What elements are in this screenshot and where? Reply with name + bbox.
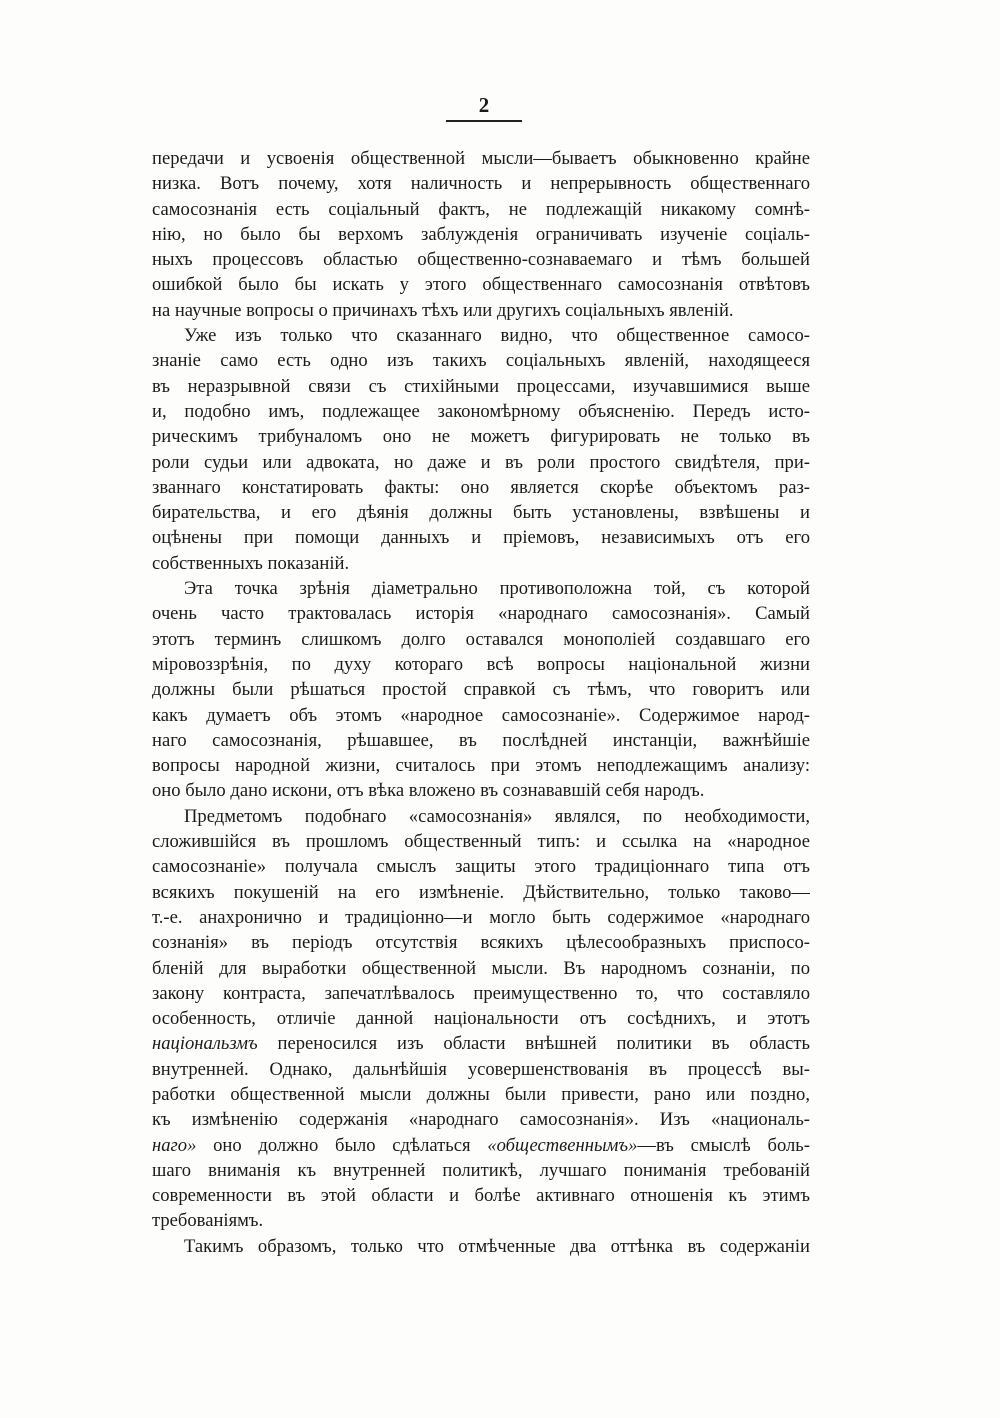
page-header <box>446 92 522 122</box>
text-line: работки общественной мысли должны были привести, рано или поздно, <box>152 1083 810 1105</box>
body-text <box>152 146 810 1259</box>
text-line <box>152 1031 810 1056</box>
text-line: т.-е. анахронично и традиціонно—и могло быть содержимое «народнаго <box>152 906 810 928</box>
text-line: современности въ этой области и болѣе активнаго отношенія къ этимъ <box>152 1185 810 1207</box>
text-line: какъ думаетъ объ этомъ «народное самосознаніе». Содержимое народ- <box>152 704 810 726</box>
text-line: закону контраста, запечатлѣвалось преимущественно то, что составляло <box>152 982 810 1004</box>
text-line: самосознанія есть соціальный фактъ, не подлежащій никакому сомнѣ- <box>152 198 810 220</box>
text-line: Такимъ образомъ, только что отмѣченные два оттѣнка въ содержаніи <box>184 1235 810 1257</box>
page-number: 2 <box>478 93 490 117</box>
text-line: этотъ терминъ слишкомъ долго оставался монополіей создавшаго его <box>152 628 810 650</box>
text-line: самосознаніе» получала смыслъ защиты этого традиціоннаго типа отъ <box>152 856 810 878</box>
text-line: Предметомъ подобнаго «самосознанія» являлся, по необходимости, <box>184 805 810 827</box>
text-line: наго самосознанія, рѣшавшее, въ послѣдней инстанціи, важнѣйшіе <box>152 729 810 751</box>
text-line: внутренней. Однако, дальнѣйшія усовершенствованія въ процессѣ вы- <box>152 1058 810 1080</box>
page-number-rule <box>446 120 522 122</box>
text-line: Уже изъ только что сказаннаго видно, что общественное самосо- <box>184 325 810 347</box>
text-line: шаго вниманія къ внутренней политикѣ, лучшаго пониманія требованій <box>152 1159 810 1181</box>
text-line: оцѣнены при помощи данныхъ и пріемовъ, независимыхъ отъ его <box>152 527 810 549</box>
italic-term: наго» <box>152 1134 197 1156</box>
text-line: міровоззрѣнія, по духу котораго всѣ вопросы національной жизни <box>152 653 810 675</box>
text-line: рическимъ трибуналомъ оно не можетъ фигурировать не только въ <box>152 426 810 448</box>
text-line: на научные вопросы о причинахъ тѣхъ или другихъ соціальныхъ явленій. <box>152 299 734 321</box>
text-line: ныхъ процессовъ областью общественно-сознаваемаго и тѣмъ большей <box>152 249 810 271</box>
text-line: очень часто трактовалась исторія «народнаго самосознанія». Самый <box>152 603 810 625</box>
text-fragment: переносился изъ области внѣшней политики въ область <box>257 1033 810 1055</box>
text-line: знаніе само есть одно изъ такихъ соціальныхъ явленій, находящееся <box>152 350 810 372</box>
text-line: передачи и усвоенія общественной мысли—бываетъ обыкновенно крайне <box>152 148 810 169</box>
text-line: низка. Вотъ почему, хотя наличность и непрерывность общественнаго <box>152 173 810 195</box>
text-line: бирательства, и его дѣянія должны быть установлены, взвѣшены и <box>152 502 810 524</box>
text-line <box>152 1133 810 1158</box>
text-line: въ неразрывной связи съ стихійными процессами, изучавшимися выше <box>152 375 810 397</box>
text-line: и, подобно имъ, подлежащее закономѣрному объясненію. Передъ исто- <box>152 400 810 422</box>
text-line: къ измѣненію содержанія «народнаго самосознанія». Изъ «националь- <box>152 1109 810 1131</box>
italic-term: «общественнымъ» <box>487 1134 638 1156</box>
text-line: должны были рѣшаться простой справкой съ тѣмъ, что говоритъ или <box>152 679 810 701</box>
text-line: особенность, отличіе данной національности отъ сосѣднихъ, и этотъ <box>152 1008 810 1030</box>
italic-term: національзмъ <box>152 1033 258 1055</box>
text-line: сложившійся въ прошломъ общественный типъ: и ссылка на «народное <box>152 831 810 853</box>
text-fragment: оно должно было сдѣлаться <box>196 1134 488 1156</box>
text-line: всякихъ покушеній на его измѣненіе. Дѣйствительно, только таково— <box>152 881 810 903</box>
text-line: вопросы народной жизни, считалось при этомъ неподлежащимъ анализу: <box>152 755 810 777</box>
text-line: оно было дано искони, отъ вѣка вложено въ сознававшій себя народъ. <box>152 780 705 802</box>
text-line: роли судьи или адвоката, но даже и въ роли простого свидѣтеля, при- <box>152 451 810 473</box>
text-line: сознанія» въ періодъ отсутствія всякихъ цѣлесообразныхъ приспосо- <box>152 932 810 954</box>
text-line: нію, но было бы верхомъ заблужденія ограничивать изученіе соціаль- <box>152 223 810 245</box>
text-line: Эта точка зрѣнія діаметрально противоположна той, съ которой <box>184 578 810 600</box>
text-line: званнаго констатировать факты: оно является скорѣе объектомъ раз- <box>152 476 810 498</box>
text-line: ошибкой было бы искать у этого общественнаго самосознанія отвѣтовъ <box>152 274 810 296</box>
text-line: собственныхъ показаній. <box>152 552 350 574</box>
text-line: требованіямъ. <box>152 1210 264 1232</box>
text-fragment: —въ смыслѣ боль- <box>637 1134 810 1156</box>
text-line: бленій для выработки общественной мысли. Въ народномъ сознаніи, по <box>152 957 810 979</box>
